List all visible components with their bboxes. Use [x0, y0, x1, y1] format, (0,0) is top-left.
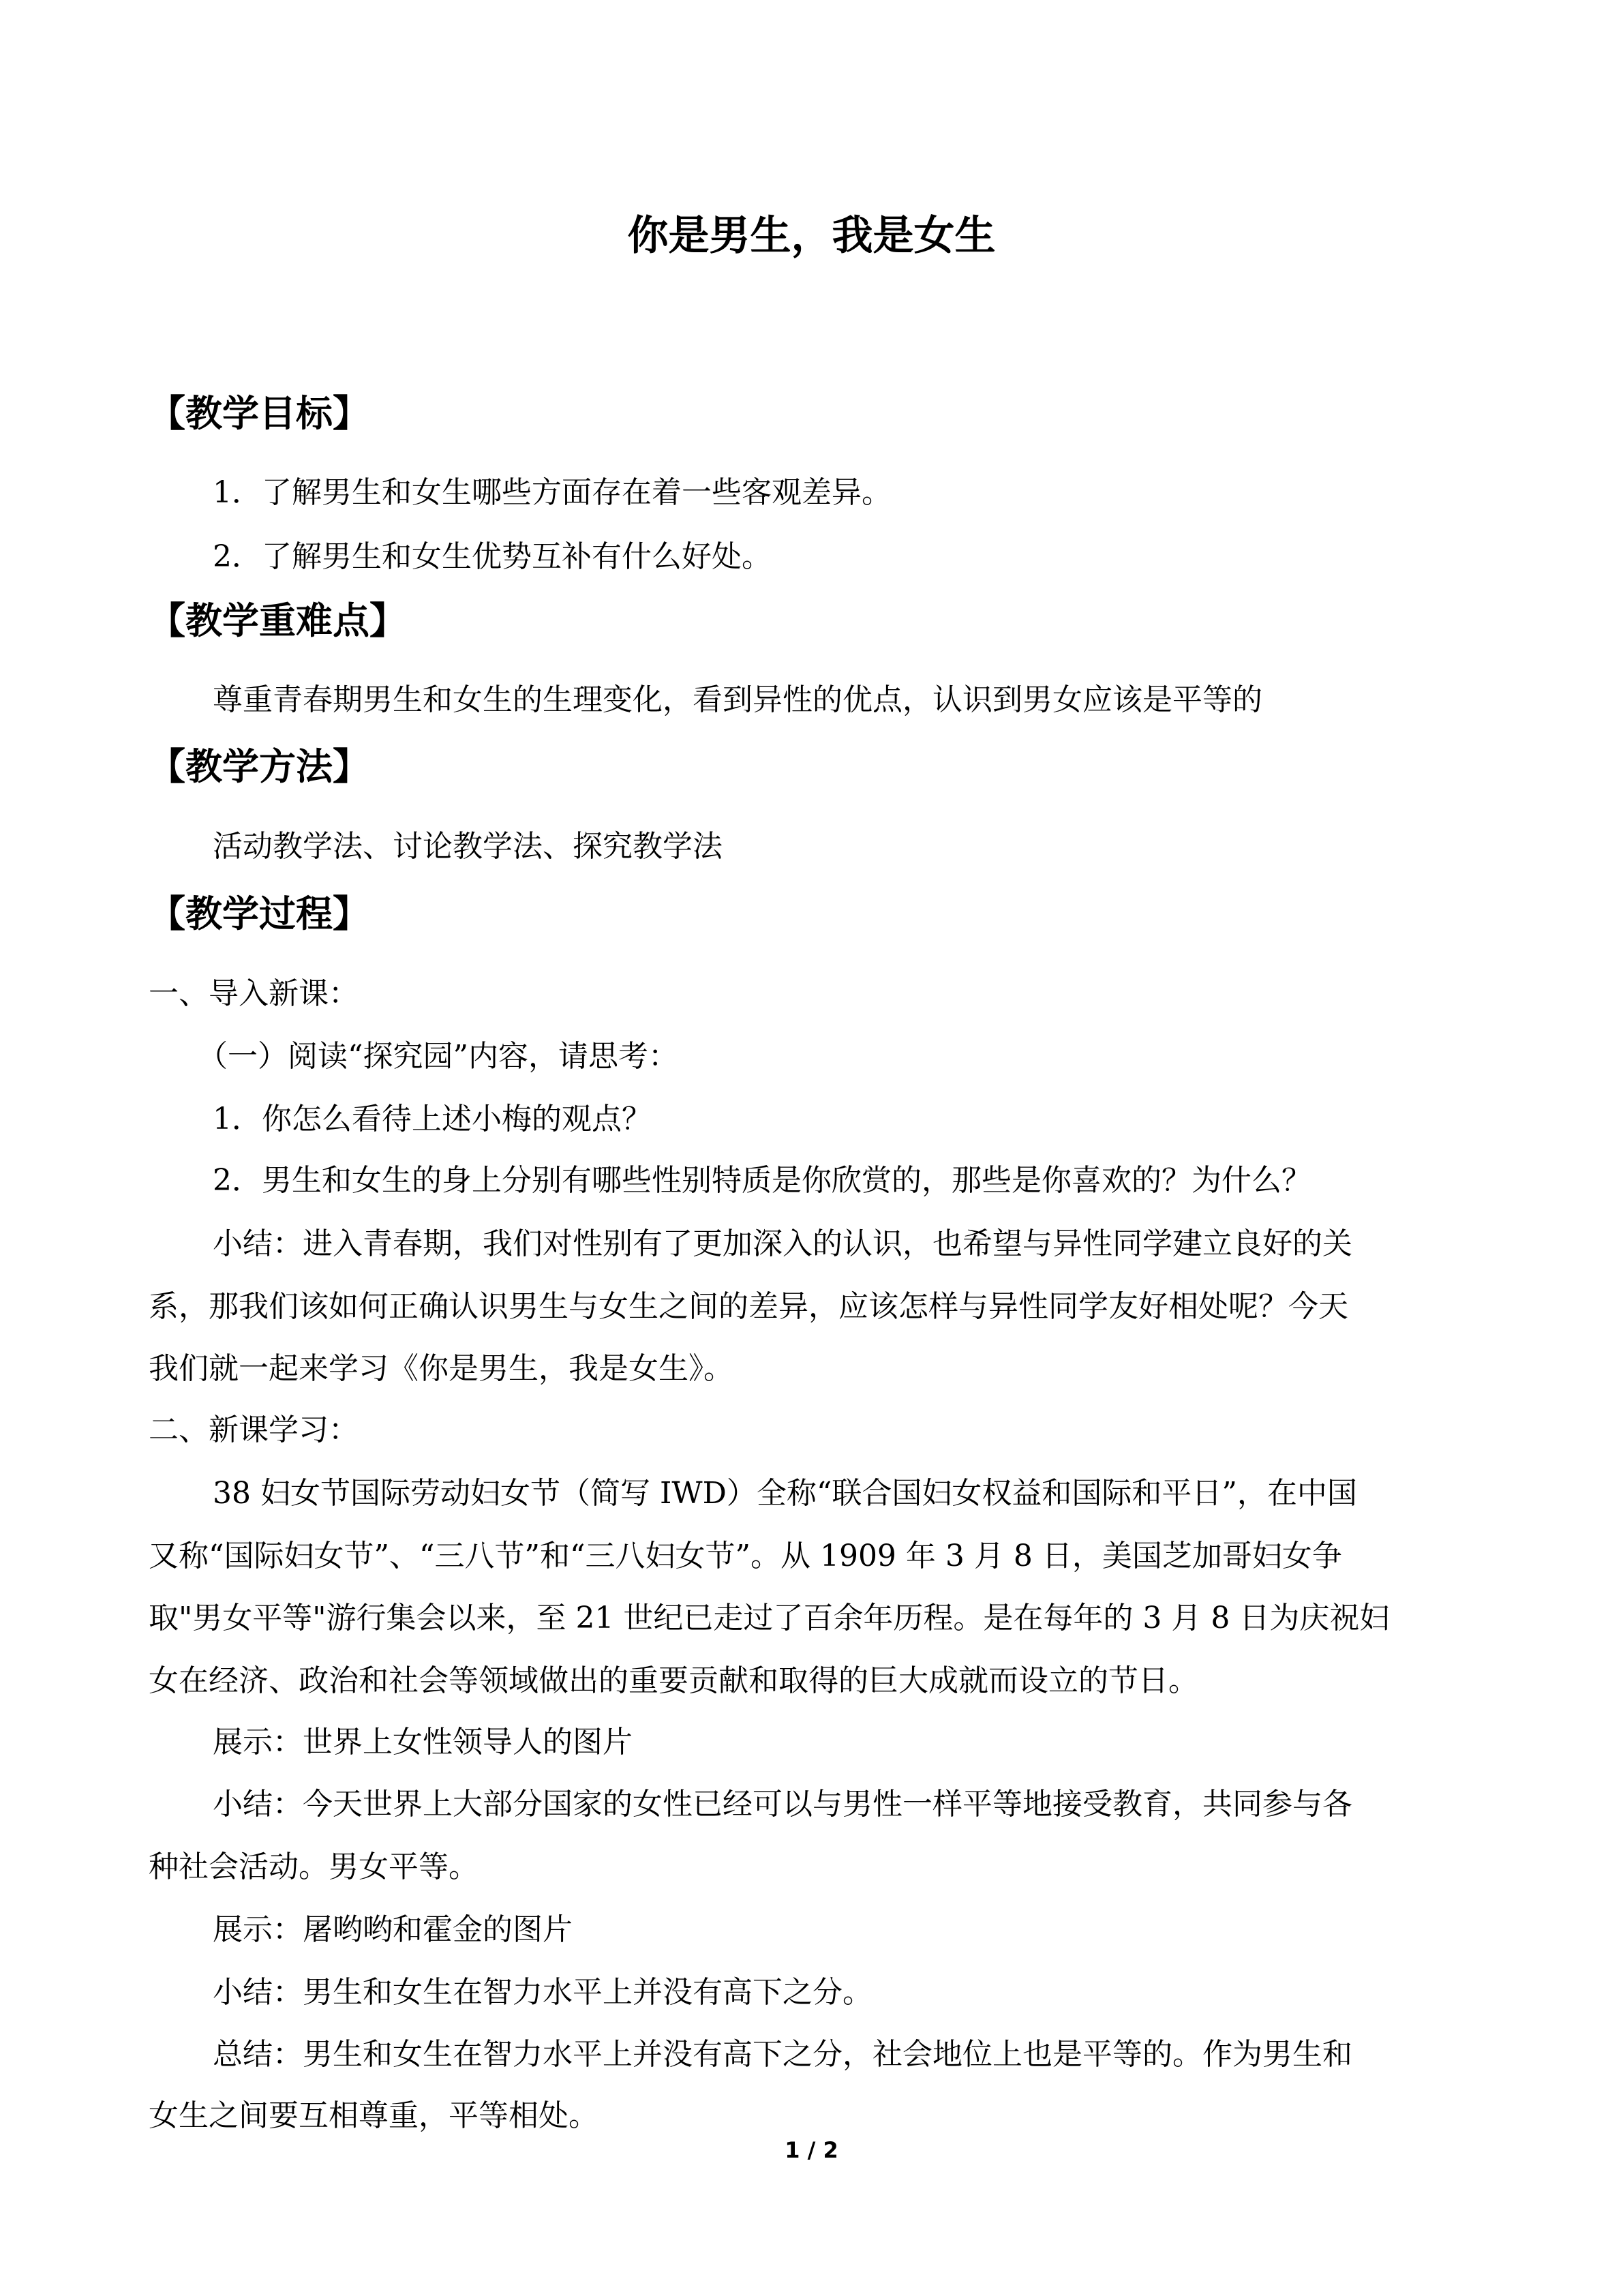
goal-item-2: 2．了解男生和女生优势互补有什么好处。	[213, 539, 772, 574]
part2-conclusion-line: 女生之间要互相尊重，平等相处。	[149, 2098, 598, 2133]
part2-summary-2: 小结：男生和女生在智力水平上并没有高下之分。	[213, 1975, 873, 2010]
part1-sub: （一）阅读“探究园”内容，请思考：	[198, 1039, 678, 1074]
part1-summary-line: 系，那我们该如何正确认识男生与女生之间的差异，应该怎样与异性同学友好相处呢？今天	[149, 1289, 1348, 1324]
heading-teaching-process: 【教学过程】	[149, 892, 369, 935]
part2-para-line: 取"男女平等"游行集会以来，至 21 世纪已走过了百余年历程。是在每年的 3 月 8 日为庆祝妇	[149, 1601, 1390, 1635]
part1-question-2: 2．男生和女生的身上分别有哪些性别特质是你欣赏的，那些是你喜欢的？为什么？	[213, 1163, 1311, 1198]
part1-title: 一、导入新课：	[149, 976, 359, 1011]
part2-para-line: 又称“国际妇女节”、“三八节”和“三八妇女节”。从 1909 年 3 月 8 日，美国芝加哥妇女争	[149, 1539, 1342, 1573]
part1-question-1: 1．你怎么看待上述小梅的观点？	[213, 1102, 652, 1136]
part1-summary-line: 小结：进入青春期，我们对性别有了更加深入的认识，也希望与异性同学建立良好的关	[213, 1226, 1352, 1261]
methods-text: 活动教学法、讨论教学法、探究教学法	[213, 829, 723, 864]
heading-teaching-methods: 【教学方法】	[149, 745, 369, 788]
page-number: 1 / 2	[785, 2137, 838, 2163]
heading-teaching-goals: 【教学目标】	[149, 392, 369, 435]
part2-show-1: 展示：世界上女性领导人的图片	[213, 1725, 633, 1759]
part2-summary-1-line: 种社会活动。男女平等。	[149, 1849, 479, 1884]
heading-key-points: 【教学重难点】	[149, 599, 406, 642]
part2-title: 二、新课学习：	[149, 1413, 359, 1447]
part2-summary-1-line: 小结：今天世界上大部分国家的女性已经可以与男性一样平等地接受教育，共同参与各	[213, 1787, 1352, 1822]
goal-item-1: 1．了解男生和女生哪些方面存在着一些客观差异。	[213, 475, 892, 510]
part2-para-line: 女在经济、政治和社会等领域做出的重要贡献和取得的巨大成就而设立的节日。	[149, 1663, 1198, 1698]
part2-conclusion-line: 总结：男生和女生在智力水平上并没有高下之分，社会地位上也是平等的。作为男生和	[213, 2037, 1352, 2072]
key-points-text: 尊重青春期男生和女生的生理变化，看到异性的优点，认识到男女应该是平等的	[213, 682, 1262, 717]
page-title: 你是男生，我是女生	[627, 212, 996, 260]
part2-para-line: 38 妇女节国际劳动妇女节（简写 IWD）全称“联合国妇女权益和国际和平日”，在中国	[213, 1476, 1357, 1511]
part2-show-2: 展示：屠哟哟和霍金的图片	[213, 1912, 573, 1947]
part1-summary-line: 我们就一起来学习《你是男生，我是女生》。	[149, 1351, 733, 1386]
